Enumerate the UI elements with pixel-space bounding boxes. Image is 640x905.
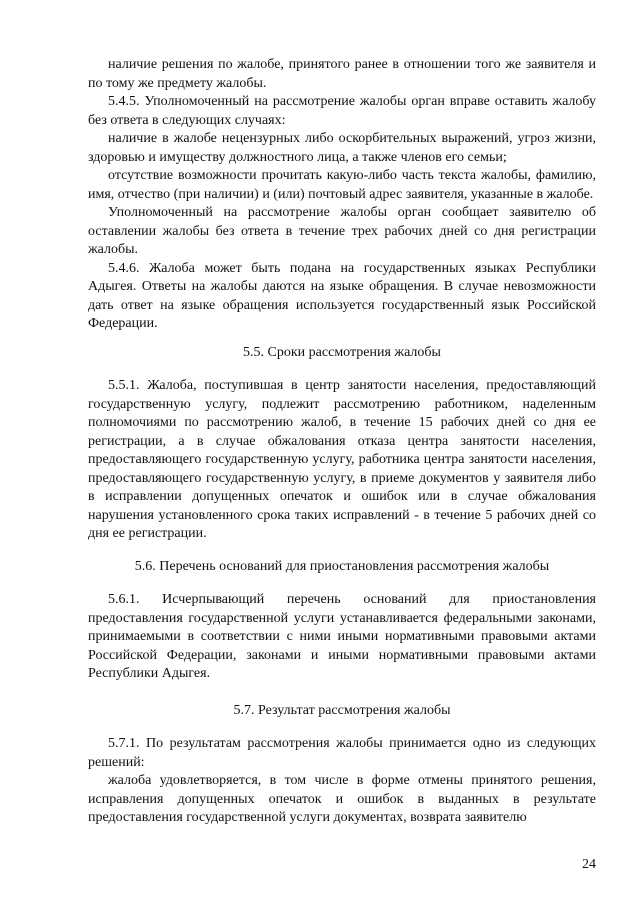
- paragraph-notify-applicant: Уполномоченный на рассмотрение жалобы орган сообщает заявителю об оставлении жалобы без ответа в течение трех рабочих дней со дня регистрации жалобы.: [88, 205, 596, 257]
- paragraph-5-4-6: 5.4.6. Жалоба может быть подана на государственных языках Республики Адыгея. Ответы на жалобы даются на языке обращения. В случае невозможности дать ответ на языке обращения используется государственный язык Российской Федерации.: [88, 260, 596, 331]
- section-heading-5-6: 5.6. Перечень оснований для приостановления рассмотрения жалобы: [134, 558, 550, 574]
- section-heading-5-5: 5.5. Сроки рассмотрения жалобы: [243, 344, 441, 360]
- paragraph-5-5-1: 5.5.1. Жалоба, поступившая в центр занятости населения, предоставляющий государственную услугу, подлежит рассмотрению работником, наделенным полномочиями по рассмотрению жалоб, в течение 15 рабочих дней со дня ее регистрации, а в случае обжалования отказа центра занятости населения, предоставляющего государственную услугу, работника центра занятости населения, предоставляющего государственную услугу, в приеме документов у заявителя либо в исправлении допущенных опечаток и ошибок или в случае обжалования нарушения установленного срока таких исправлений - в течение 5 рабочих дней со дня ее регистрации.: [88, 378, 596, 541]
- paragraph-5-6-1: 5.6.1. Исчерпывающий перечень оснований для приостановления предоставления государственной услуги устанавливается федеральными законами, принимаемыми в соответствии с ними иными нормативными правовыми актами Российской Федерации, законами и иными нормативными правовыми актами Республики Адыгея.: [88, 592, 596, 681]
- section-heading-5-7: 5.7. Результат рассмотрения жалобы: [233, 702, 451, 718]
- paragraph-complaint-satisfied: жалоба удовлетворяется, в том числе в форме отмены принятого решения, исправления допущенных опечаток и ошибок в выданных в результате предоставления государственной услуги документах, возврата заявителю: [88, 773, 596, 825]
- paragraph-5-4-5: 5.4.5. Уполномоченный на рассмотрение жалобы орган вправе оставить жалобу без ответа в следующих случаях:: [88, 94, 596, 128]
- page-content: [88, 56, 596, 828]
- paragraph-prior-decision: наличие решения по жалобе, принятого ранее в отношении того же заявителя и по тому же предмету жалобы.: [88, 57, 596, 91]
- paragraph-unreadable-text: отсутствие возможности прочитать какую-либо часть текста жалобы, фамилию, имя, отчество (при наличии) и (или) почтовый адрес заявителя, указанные в жалобе.: [88, 168, 596, 202]
- paragraph-obscene-language: наличие в жалобе нецензурных либо оскорбительных выражений, угроз жизни, здоровью и имуществу должностного лица, а также членов его семьи;: [88, 131, 596, 165]
- paragraph-5-7-1: 5.7.1. По результатам рассмотрения жалобы принимается одно из следующих решений:: [88, 736, 596, 770]
- page-number: 24: [582, 857, 596, 872]
